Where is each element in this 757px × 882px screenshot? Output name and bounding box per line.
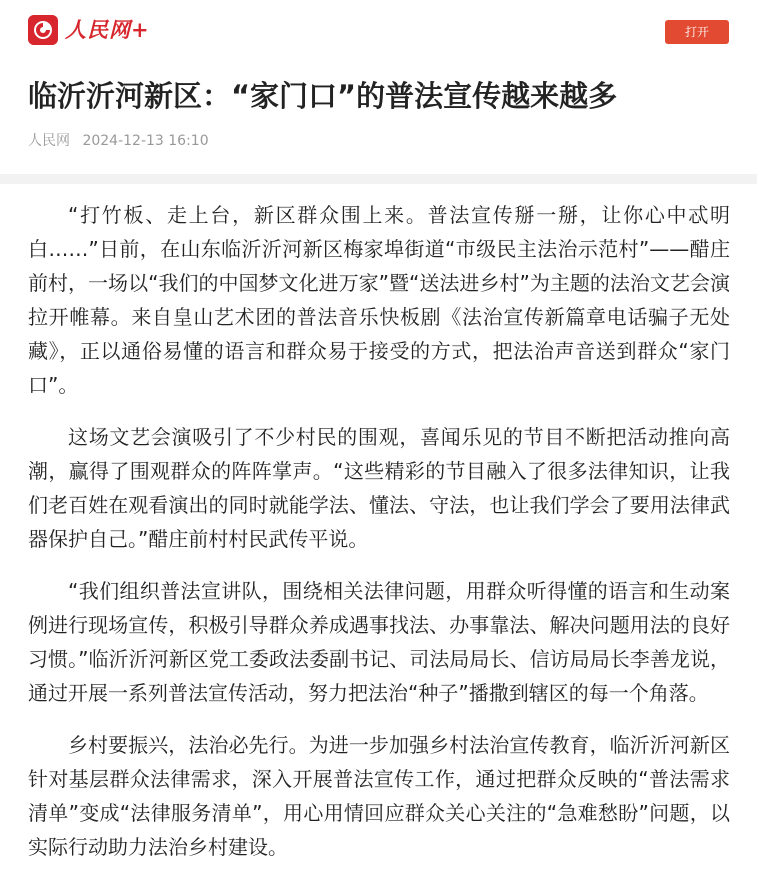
brand-logo[interactable] (28, 15, 150, 45)
article-paragraph: “打竹板、走上台，新区群众围上来。普法宣传掰一掰，让你心中忒明白……”日前，在山东临沂沂河新区梅家埠街道“市级民主法治示范村”——醋庄前村，一场以“我们的中国梦文化进万家”暨“送法进乡村”为主题的法治文艺会演拉开帷幕。来自皇山艺术团的普法音乐快板剧《法治宣传新篇章电话骗子无处藏》，正以通俗易懂的语言和群众易于接受的方式，把法治声音送到群众“家门口”。 (28, 203, 730, 397)
article-source: 人民网 (28, 133, 70, 149)
article-meta (28, 131, 209, 151)
brand-name: 人民网+ (65, 17, 150, 42)
article-title: 临沂沂河新区：“家门口”的普法宣传越来越多 (28, 79, 618, 113)
section-divider (0, 174, 757, 184)
people-daily-logo-icon (28, 15, 58, 45)
open-app-button[interactable]: 打开 (665, 20, 729, 44)
article-paragraph: “我们组织普法宣讲队，围绕相关法律问题，用群众听得懂的语言和生动案例进行现场宣传，积极引导群众养成遇事找法、办事靠法、解决问题用法的良好习惯。”临沂沂河新区党工委政法委副书记、司法局局长、信访局局长李善龙说，通过开展一系列普法宣传活动，努力把法治“种子”播撒到辖区的每一个角落。 (28, 579, 730, 705)
article-body (28, 198, 730, 882)
article-paragraph: 这场文艺会演吸引了不少村民的围观，喜闻乐见的节目不断把活动推向高潮，赢得了围观群众的阵阵掌声。“这些精彩的节目融入了很多法律知识，让我们老百姓在观看演出的同时就能学法、懂法、守法，也让我们学会了要用法律武器保护自己。”醋庄前村村民武传平说。 (28, 425, 730, 551)
top-bar (0, 0, 757, 62)
article-datetime: 2024-12-13 16:10 (82, 133, 209, 149)
article-paragraph: 乡村要振兴，法治必先行。为进一步加强乡村法治宣传教育，临沂沂河新区针对基层群众法律需求，深入开展普法宣传工作，通过把群众反映的“普法需求清单”变成“法律服务清单”，用心用情回应群众关心关注的“急难愁盼”问题，以实际行动助力法治乡村建设。 (28, 733, 730, 859)
